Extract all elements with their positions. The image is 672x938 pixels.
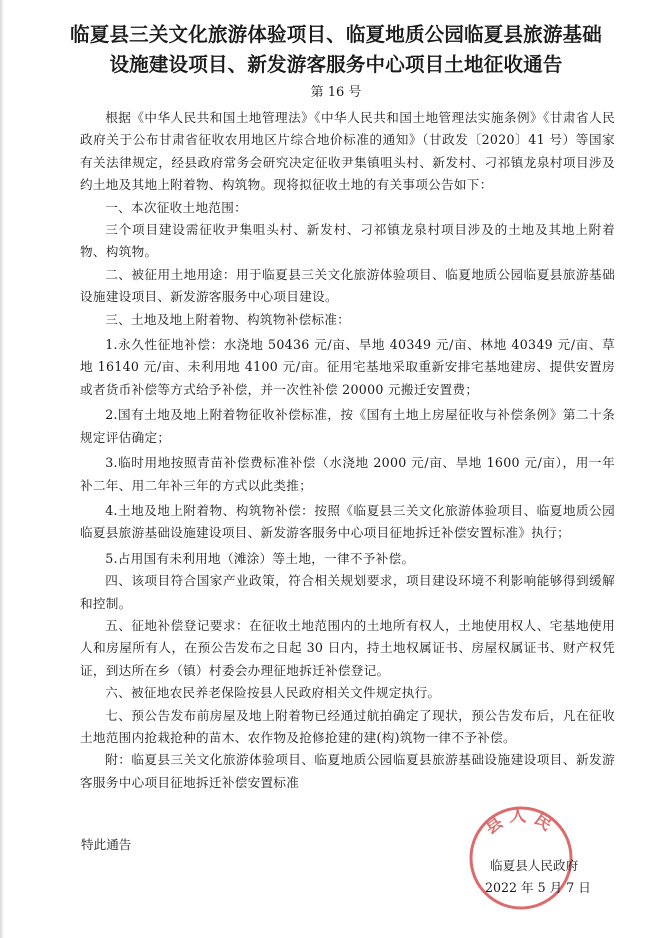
svg-text:县人民 bbox=[481, 806, 560, 839]
paragraph-item-4: 4.土地及地上附着物、构筑物补偿：按照《临夏县三关文化旅游体验项目、临夏地质公园临夏县旅游基础设施建设项目、新发游客服务中心项目征地拆迁补偿安置标准》执行； bbox=[80, 502, 615, 541]
paragraph-attachment: 附：临夏县三关文化旅游体验项目、临夏地质公园临夏县旅游基础设施建设项目、新发游客服务中心项目征地拆迁补偿安置标准 bbox=[80, 752, 615, 790]
paragraph-section-1-content: 三个项目建设需征收尹集咀头村、新发村、刁祁镇龙泉村项目涉及的土地及其地上附着物、构筑物。 bbox=[80, 222, 615, 260]
paragraph-preamble: 根据《中华人民共和国土地管理法》《中华人民共和国土地管理法实施条例》《甘肃省人民政府关于公布甘肃省征收农用地区片综合地价标准的通知》（甘政发〔2020〕41 号）等国家有关法律规定，经县政府常务会研究决定征收尹集镇咀头村、新发村、刁祁镇龙泉村项目涉及约土地及其地上附着物、构筑物。现将拟征收土地的有关事项公告如下： bbox=[80, 110, 615, 193]
scan-edge-shadow bbox=[0, 0, 4, 938]
document-body bbox=[80, 107, 615, 794]
signer-name: 临夏县人民政府 bbox=[490, 858, 579, 873]
title-line-1: 临夏县三关文化旅游体验项目、临夏地质公园临夏县旅游基础 bbox=[70, 23, 602, 46]
document-title bbox=[40, 20, 632, 80]
document-number: 第 16 号 bbox=[310, 85, 362, 100]
paragraph-section-6: 六、被征地农民养老保险按县人民政府相关文件规定执行。 bbox=[105, 685, 441, 701]
signature-date: 2022 年 5 月 7 日 bbox=[485, 880, 591, 895]
title-line-2: 设施建设项目、新发游客服务中心项目土地征收通告 bbox=[109, 53, 563, 76]
seal-text: 县人民 bbox=[481, 806, 561, 839]
paragraph-section-5: 五、征地补偿登记要求：在征收土地范围内的土地所有权人，土地使用权人、宅基地使用人和房屋所有人，在预公告发布之日起 30 日内，持土地权属证书、房屋权属证书、财产权凭证，到达所在乡（镇）村委会办理征地拆迁补偿登记。 bbox=[80, 617, 615, 678]
paragraph-section-7: 七、预公告发布前房屋及地上附着物已经通过航拍确定了现状，预公告发布后，凡在征收土地范围内抢栽抢种的苗木、农作物及抢修抢建的建(构)筑物一律不予补偿。 bbox=[80, 707, 615, 745]
paragraph-item-5: 5.占用国有未利用地（滩涂）等土地，一律不予补偿。 bbox=[105, 550, 415, 566]
closing-text: 特此通告 bbox=[81, 837, 132, 852]
paragraph-item-3: 3.临时用地按照青苗补偿费标准补偿（水浇地 2000 元/亩、旱地 1600 元/亩），用一年补二年、用二年补三年的方式以此类推； bbox=[80, 455, 615, 493]
paragraph-item-2: 2.国有土地及地上附着物征收补偿标准，按《国有土地上房屋征收与补偿条例》第二十条规定评估确定； bbox=[80, 407, 615, 445]
paragraph-section-1-heading: 一、本次征收土地范围： bbox=[105, 199, 248, 215]
paragraph-section-4: 四、该项目符合国家产业政策，符合相关规划要求，项目建设环境不利影响能够得到缓解和控制。 bbox=[80, 573, 615, 611]
paragraph-section-2: 二、被征用土地用途：用于临夏县三关文化旅游体验项目、临夏地质公园临夏县旅游基础设施建设项目、新发游客服务中心项目建设。 bbox=[80, 266, 615, 305]
paragraph-item-1: 1.永久性征地补偿：水浇地 50436 元/亩、旱地 40349 元/亩、林地 40349 元/亩、草地 16140 元/亩、未利用地 4100 元/亩。征用宅基地采取重新安排宅基地建房、提供安置房或者货币补偿等方式给予补偿，并一次性补偿 20000 元搬迁安置费； bbox=[80, 337, 615, 397]
paragraph-section-3-heading: 三、土地及地上附着物、构筑物补偿标准： bbox=[105, 311, 351, 327]
